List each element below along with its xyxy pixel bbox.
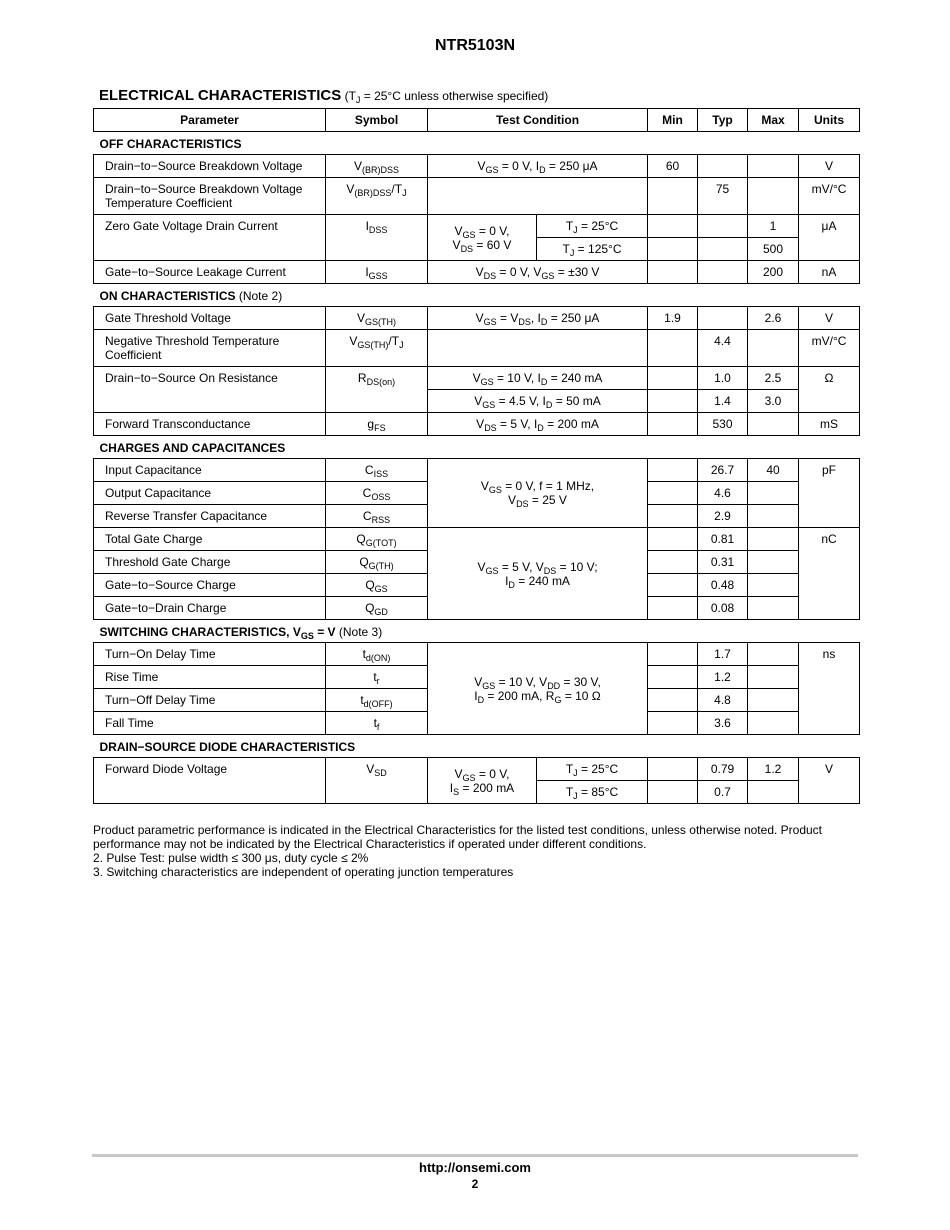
typ-cell: 0.08 bbox=[698, 597, 748, 620]
max-cell bbox=[748, 155, 799, 178]
condition-cell: $V_{DS} = 5$ V, $I_D = 200$ mA bbox=[428, 413, 648, 436]
units-cell: V bbox=[799, 155, 860, 178]
table-row bbox=[94, 307, 860, 330]
param-cell: Total Gate Charge bbox=[94, 528, 326, 551]
symbol-cell: $C_{OSS}$ bbox=[326, 482, 428, 505]
max-cell bbox=[748, 712, 799, 735]
category-row-off bbox=[94, 132, 860, 155]
page-title: NTR5103N bbox=[434, 37, 516, 54]
category-row-on bbox=[94, 284, 860, 307]
min-cell bbox=[648, 261, 698, 284]
section-condition: ($T_J = 25^\circ C$ unless otherwise specified) bbox=[344, 89, 549, 105]
typ-cell bbox=[698, 238, 748, 261]
table-row bbox=[94, 643, 860, 666]
param-cell: Negative Threshold Temperature Coefficient bbox=[94, 330, 326, 367]
min-cell bbox=[648, 215, 698, 238]
footer-url[interactable]: http://onsemi.com bbox=[419, 1160, 531, 1175]
max-cell: 500 bbox=[748, 238, 799, 261]
min-cell bbox=[648, 505, 698, 528]
max-cell bbox=[748, 689, 799, 712]
condition-cell: $V_{GS} = 5$ V, $V_{DS} = 10$ V; $I_D = 240$ mA bbox=[428, 528, 648, 620]
max-cell bbox=[748, 574, 799, 597]
footer-divider bbox=[92, 1154, 858, 1157]
units-cell: pF bbox=[799, 459, 860, 528]
symbol-cell: $C_{ISS}$ bbox=[326, 459, 428, 482]
max-cell: 3.0 bbox=[748, 390, 799, 413]
typ-cell: 4.4 bbox=[698, 330, 748, 367]
min-cell bbox=[648, 482, 698, 505]
symbol-cell: $I_{GSS}$ bbox=[326, 261, 428, 284]
symbol-cell: $Q_{GD}$ bbox=[326, 597, 428, 620]
units-cell: μA bbox=[799, 215, 860, 261]
condition-cell: $V_{GS} = 4.5$ V, $I_D = 50$ mA bbox=[428, 390, 648, 413]
table-row bbox=[94, 155, 860, 178]
condition-cell bbox=[428, 330, 648, 367]
col-header-typ: Typ bbox=[698, 109, 748, 132]
min-cell bbox=[648, 712, 698, 735]
min-cell bbox=[648, 597, 698, 620]
temp-condition-cell: $T_J = 25^\circ C$ bbox=[537, 215, 648, 238]
table-row bbox=[94, 178, 860, 215]
units-cell: mS bbox=[799, 413, 860, 436]
max-cell bbox=[748, 643, 799, 666]
max-cell bbox=[748, 666, 799, 689]
condition-cell: $V_{GS} = 10$ V, $I_D = 240$ mA bbox=[428, 367, 648, 390]
condition-cell: $V_{DS} = 0$ V, $V_{GS} = \pm 30$ V bbox=[428, 261, 648, 284]
symbol-cell: $t_f$ bbox=[326, 712, 428, 735]
param-cell: Input Capacitance bbox=[94, 459, 326, 482]
condition-cell: $V_{GS} = 10$ V, $V_{DD} = 30$ V, $I_D = 200$ mA, $R_G = 10$ Ω bbox=[428, 643, 648, 735]
table-row bbox=[94, 413, 860, 436]
min-cell bbox=[648, 689, 698, 712]
min-cell bbox=[648, 666, 698, 689]
typ-cell: 2.9 bbox=[698, 505, 748, 528]
min-cell bbox=[648, 643, 698, 666]
symbol-cell: $V_{GS(TH)}$ bbox=[326, 307, 428, 330]
max-cell bbox=[748, 330, 799, 367]
note-3: 3. Switching characteristics are independent of operating junction temperatures bbox=[93, 865, 514, 879]
table-row bbox=[94, 367, 860, 390]
temp-condition-cell: $T_J = 25^\circ C$ bbox=[537, 758, 648, 781]
max-cell: 40 bbox=[748, 459, 799, 482]
symbol-cell: $t_r$ bbox=[326, 666, 428, 689]
param-cell: Gate Threshold Voltage bbox=[94, 307, 326, 330]
category-label: SWITCHING CHARACTERISTICS, $V_{GS} = V$ (Note 3) bbox=[94, 620, 860, 643]
max-cell bbox=[748, 413, 799, 436]
typ-cell bbox=[698, 155, 748, 178]
max-cell bbox=[748, 178, 799, 215]
min-cell bbox=[648, 758, 698, 781]
max-cell bbox=[748, 551, 799, 574]
typ-cell: 1.2 bbox=[698, 666, 748, 689]
condition-cell: $V_{GS} = 0$ V, $I_D = 250$ μA bbox=[428, 155, 648, 178]
note-2: 2. Pulse Test: pulse width ≤ 300 μs, duty cycle ≤ 2% bbox=[93, 851, 369, 865]
units-cell: Ω bbox=[799, 367, 860, 413]
section-title: ELECTRICAL CHARACTERISTICS bbox=[99, 87, 342, 104]
min-cell bbox=[648, 330, 698, 367]
param-cell: Fall Time bbox=[94, 712, 326, 735]
page-number: 2 bbox=[471, 1177, 479, 1191]
typ-cell: 75 bbox=[698, 178, 748, 215]
units-cell: ns bbox=[799, 643, 860, 735]
param-cell: Rise Time bbox=[94, 666, 326, 689]
max-cell bbox=[748, 528, 799, 551]
table-row bbox=[94, 215, 860, 238]
symbol-cell: $V_{(BR)DSS}$ bbox=[326, 155, 428, 178]
param-cell: Gate−to−Source Charge bbox=[94, 574, 326, 597]
param-cell: Reverse Transfer Capacitance bbox=[94, 505, 326, 528]
col-header-test-condition: Test Condition bbox=[428, 109, 648, 132]
symbol-cell: $Q_{GS}$ bbox=[326, 574, 428, 597]
param-cell: Forward Transconductance bbox=[94, 413, 326, 436]
typ-cell: 1.0 bbox=[698, 367, 748, 390]
symbol-cell: $Q_{G(TOT)}$ bbox=[326, 528, 428, 551]
table-row bbox=[94, 528, 860, 551]
symbol-cell: $t_{d(ON)}$ bbox=[326, 643, 428, 666]
symbol-cell: $V_{SD}$ bbox=[326, 758, 428, 804]
max-cell: 200 bbox=[748, 261, 799, 284]
units-cell: V bbox=[799, 758, 860, 804]
col-header-min: Min bbox=[648, 109, 698, 132]
section-heading bbox=[99, 87, 548, 104]
units-cell: mV/°C bbox=[799, 178, 860, 215]
typ-cell: 0.81 bbox=[698, 528, 748, 551]
condition-cell: $V_{GS} = 0$ V, f = 1 MHz, $V_{DS} = 25$ V bbox=[428, 459, 648, 528]
param-cell: Threshold Gate Charge bbox=[94, 551, 326, 574]
param-cell: Output Capacitance bbox=[94, 482, 326, 505]
typ-cell: 0.7 bbox=[698, 781, 748, 804]
max-cell: 1.2 bbox=[748, 758, 799, 781]
min-cell bbox=[648, 551, 698, 574]
typ-cell: 1.4 bbox=[698, 390, 748, 413]
col-header-symbol: Symbol bbox=[326, 109, 428, 132]
max-cell bbox=[748, 482, 799, 505]
typ-cell: 4.8 bbox=[698, 689, 748, 712]
symbol-cell: $C_{RSS}$ bbox=[326, 505, 428, 528]
param-cell: Drain−to−Source Breakdown Voltage bbox=[94, 155, 326, 178]
typ-cell bbox=[698, 261, 748, 284]
table-header-row bbox=[94, 109, 860, 132]
symbol-cell: $I_{DSS}$ bbox=[326, 215, 428, 261]
symbol-cell: $t_{d(OFF)}$ bbox=[326, 689, 428, 712]
symbol-cell: $V_{GS(TH)}/T_J$ bbox=[326, 330, 428, 367]
param-cell: Turn−On Delay Time bbox=[94, 643, 326, 666]
units-cell: mV/°C bbox=[799, 330, 860, 367]
condition-cell: $V_{GS} = V_{DS}$, $I_D = 250$ μA bbox=[428, 307, 648, 330]
param-cell: Drain−to−Source Breakdown Voltage Temperature Coefficient bbox=[94, 178, 326, 215]
category-row-diode bbox=[94, 735, 860, 758]
param-cell: Gate−to−Source Leakage Current bbox=[94, 261, 326, 284]
min-cell bbox=[648, 367, 698, 390]
min-cell bbox=[648, 413, 698, 436]
min-cell bbox=[648, 459, 698, 482]
max-cell bbox=[748, 505, 799, 528]
table-row bbox=[94, 459, 860, 482]
max-cell: 2.6 bbox=[748, 307, 799, 330]
typ-cell: 530 bbox=[698, 413, 748, 436]
typ-cell bbox=[698, 307, 748, 330]
typ-cell bbox=[698, 215, 748, 238]
temp-condition-cell: $T_J = 125^\circ C$ bbox=[537, 238, 648, 261]
symbol-cell: $V_{(BR)DSS}/T_J$ bbox=[326, 178, 428, 215]
category-label: DRAIN−SOURCE DIODE CHARACTERISTICS bbox=[94, 735, 860, 758]
table-row bbox=[94, 758, 860, 781]
max-cell: 1 bbox=[748, 215, 799, 238]
param-cell: Forward Diode Voltage bbox=[94, 758, 326, 804]
units-cell: V bbox=[799, 307, 860, 330]
max-cell bbox=[748, 781, 799, 804]
typ-cell: 1.7 bbox=[698, 643, 748, 666]
param-cell: Zero Gate Voltage Drain Current bbox=[94, 215, 326, 261]
disclaimer-text: Product parametric performance is indicated in the Electrical Characteristics for the listed test conditions, unless otherwise noted. Product performance may not be indicated by the Electrical Characteristics if operated under different conditions. bbox=[93, 823, 823, 851]
condition-cell: $V_{GS} = 0$ V, $V_{DS} = 60$ V bbox=[428, 215, 537, 261]
min-cell: 1.9 bbox=[648, 307, 698, 330]
typ-cell: 3.6 bbox=[698, 712, 748, 735]
condition-cell: $V_{GS} = 0$ V, $I_S = 200$ mA bbox=[428, 758, 537, 804]
min-cell bbox=[648, 528, 698, 551]
symbol-cell: $g_{FS}$ bbox=[326, 413, 428, 436]
min-cell bbox=[648, 390, 698, 413]
max-cell: 2.5 bbox=[748, 367, 799, 390]
category-label: CHARGES AND CAPACITANCES bbox=[94, 436, 860, 459]
typ-cell: 0.79 bbox=[698, 758, 748, 781]
min-cell bbox=[648, 178, 698, 215]
symbol-cell: $R_{DS(on)}$ bbox=[326, 367, 428, 413]
category-row-switching bbox=[94, 620, 860, 643]
units-cell: nA bbox=[799, 261, 860, 284]
temp-condition-cell: $T_J = 85^\circ C$ bbox=[537, 781, 648, 804]
table-row bbox=[94, 330, 860, 367]
units-cell: nC bbox=[799, 528, 860, 620]
min-cell bbox=[648, 781, 698, 804]
typ-cell: 4.6 bbox=[698, 482, 748, 505]
notes bbox=[93, 823, 859, 879]
typ-cell: 26.7 bbox=[698, 459, 748, 482]
category-row-charges bbox=[94, 436, 860, 459]
table-row bbox=[94, 261, 860, 284]
min-cell bbox=[648, 574, 698, 597]
condition-cell bbox=[428, 178, 648, 215]
param-cell: Drain−to−Source On Resistance bbox=[94, 367, 326, 413]
electrical-characteristics-table bbox=[93, 108, 860, 804]
param-cell: Gate−to−Drain Charge bbox=[94, 597, 326, 620]
col-header-max: Max bbox=[748, 109, 799, 132]
symbol-cell: $Q_{G(TH)}$ bbox=[326, 551, 428, 574]
min-cell bbox=[648, 238, 698, 261]
col-header-units: Units bbox=[799, 109, 860, 132]
col-header-parameter: Parameter bbox=[94, 109, 326, 132]
typ-cell: 0.31 bbox=[698, 551, 748, 574]
category-label: OFF CHARACTERISTICS bbox=[94, 132, 860, 155]
typ-cell: 0.48 bbox=[698, 574, 748, 597]
param-cell: Turn−Off Delay Time bbox=[94, 689, 326, 712]
max-cell bbox=[748, 597, 799, 620]
min-cell: 60 bbox=[648, 155, 698, 178]
category-label: ON CHARACTERISTICS (Note 2) bbox=[94, 284, 860, 307]
